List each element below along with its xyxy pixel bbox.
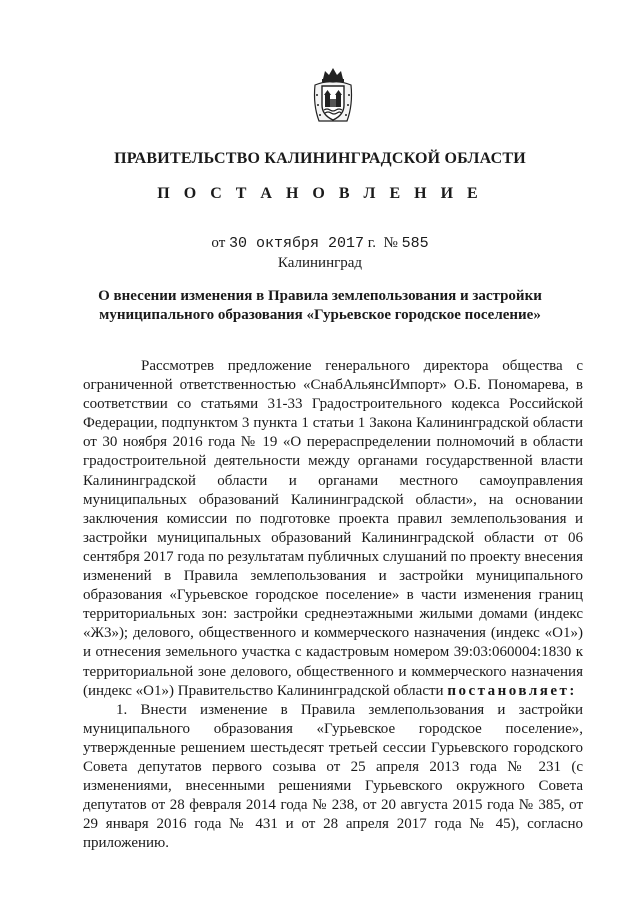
paragraph-item-1: 1. Внести изменение в Правила землепользования и застройки муниципального образования «Гурьевское городское поселение», утвержденные решением шестьдесят третьей сессии Гурьевского городского Совета депутатов первого созыва от 25 апреля 2013 года № 231 (с изменениями, внесенными решениями Гурьевского окружного Совета депутатов от 28 февраля 2014 года № 238, от 20 августа 2015 года № 385, от 29 января 2016 года № 431 и от 28 апреля 2017 года № 45), согласно приложению. [83,701,583,852]
decree-word: постановляет: [447,682,577,699]
number-value: 585 [401,235,429,252]
city: Калининград [277,255,363,271]
organization-title: ПРАВИТЕЛЬСТВО КАЛИНИНГРАДСКОЙ ОБЛАСТИ [114,150,526,167]
document-body [83,357,583,853]
date-number-line [0,235,640,252]
coat-of-arms-icon [311,65,355,125]
document-type: П О С Т А Н О В Л Е Н И Е [157,185,483,202]
number-prefix: № [383,235,398,251]
date-value: 30 октября 2017 [229,235,365,252]
document-subject [0,287,640,325]
subject-line-2: муниципального образования «Гурьевское городское поселение» [99,307,541,323]
date-suffix: г. [367,235,377,251]
date-prefix: от [211,235,226,251]
preamble-text: Рассмотрев предложение генерального директора общества с ограниченной ответственностью «СнабАльянсИмпорт» О.Б. Пономарева, в соответствии со статьями 31-33 Градостроительного кодекса Российской Федерации, подпунктом 3 пункта 1 статьи 1 Закона Калининградской области от 30 ноября 2016 года № 19 «О перераспределении полномочий в области градостроительной деятельности между органами государственной власти Калининградской области и органами местного самоуправления муниципальных образований Калининградской области», на основании заключения комиссии по подготовке проекта правил землепользования и застройки муниципальных образований Калининградской области от 06 сентября 2017 года по результатам публичных слушаний по проекту внесения изменений в Правила землепользования и застройки муниципального образования «Гурьевское городское поселение» в части изменения границ территориальных зон: застройки среднеэтажными жилыми домами (индекс «Ж3»); делового, общественного и коммерческого назначения (индекс «О1») и отнесения земельного участка с кадастровым номером 39:03:060004:1830 к территориальной зоне делового, общественного и коммерческого назначения (индекс «О1») Правительство Калининградской области [83,358,583,699]
paragraph-preamble [83,357,583,701]
subject-line-1: О внесении изменения в Правила землепользования и застройки [98,288,542,304]
